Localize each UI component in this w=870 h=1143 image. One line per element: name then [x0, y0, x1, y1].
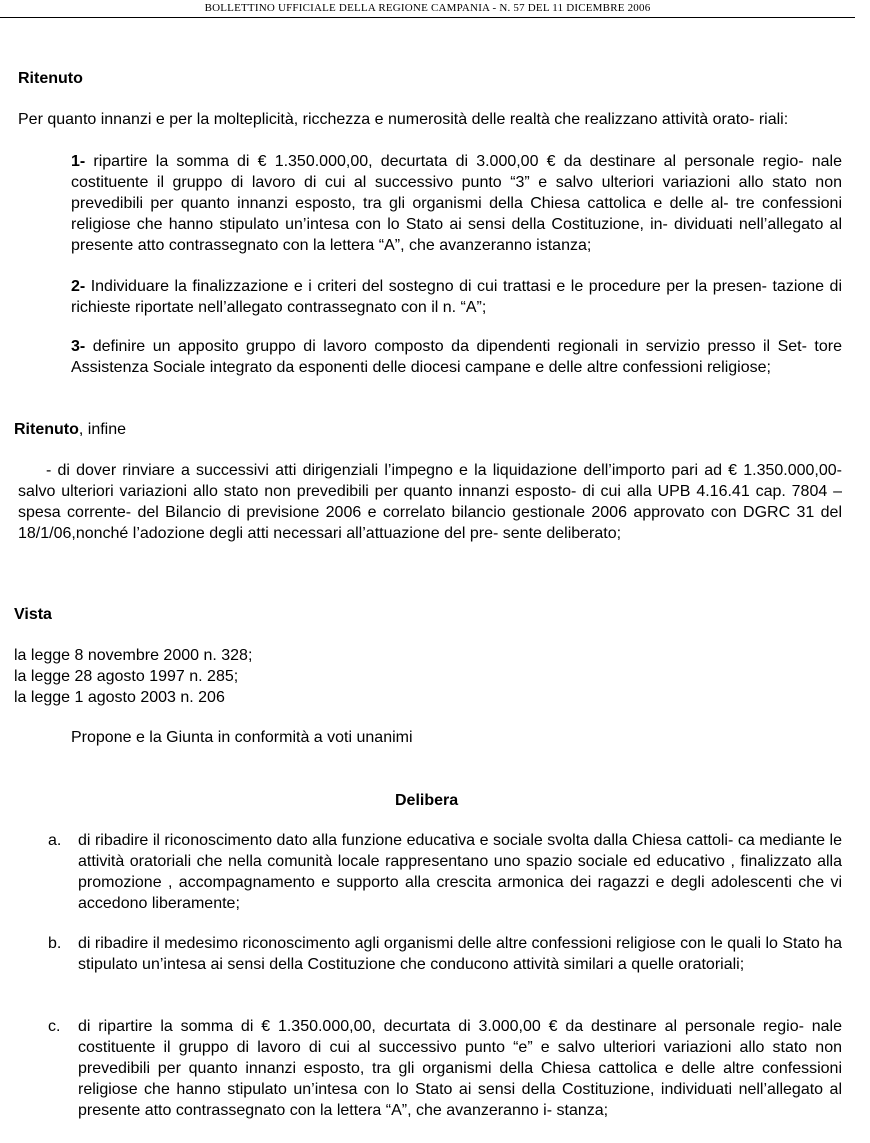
item-marker: c. — [48, 1018, 61, 1035]
item-text: definire un apposito gruppo di lavoro composto da dipendenti regionali in servizio presso il Set- tore Assistenza Sociale integrato da esponenti delle diocesi campane e delle altre confessioni religiose; — [71, 338, 842, 376]
ritenuto-intro: Per quanto innanzi e per la molteplicità, ricchezza e numerosità delle realtà che realizzano attività orato- riali: — [18, 111, 789, 128]
law-item: la legge 28 agosto 1997 n. 285; — [14, 668, 239, 685]
ritenuto-infine-heading — [14, 419, 126, 440]
ritenuto-item-2 — [71, 276, 842, 318]
law-item: la legge 8 novembre 2000 n. 328; — [14, 647, 253, 664]
item-marker: b. — [48, 935, 62, 952]
delibera-item-b — [48, 933, 842, 975]
heading-suffix: , infine — [78, 421, 127, 438]
item-text: ripartire la somma di € 1.350.000,00, decurtata di 3.000,00 € da destinare al personale regio- nale costituente il gruppo di lavoro di cui al successivo punto “3” e salvo ulteriori variazioni allo stato non prevedibili per quanto innanzi esposto, tra gli organismi della Chiesa cattolica e delle al- tre confessioni religiose che hanno stipulato un’intesa con lo Stato ai sensi della Costituzione, in- dividuati nell’allegato al presente atto contrassegnato con la lettera “A”, che avanzeranno istanza; — [71, 153, 842, 254]
delibera-item-c — [48, 1016, 842, 1121]
bulletin-title: BOLLETTINO UFFICIALE DELLA REGIONE CAMPANIA - N. 57 DEL 11 DICEMBRE 2006 — [204, 2, 651, 14]
ritenuto-heading: Ritenuto — [18, 70, 83, 87]
header-rule — [0, 17, 855, 18]
delibera-heading: Delibera — [395, 792, 459, 809]
ritenuto-infine-text: - di dover rinviare a successivi atti dirigenziali l’impegno e la liquidazione dell’importo pari ad € 1.350.000,00- salvo ulteriori variazioni allo stato non prevedibili per quanto innanzi esposto- di cui alla UPB 4.16.41 cap. 7804 –spesa corrente- del Bilancio di previsione 2006 e correlato bilancio gestionale 2006 approvato con DGRC 31 del 18/1/06,nonché l’adozione degli atti necessari all’attuazione del pre- sente deliberato; — [18, 462, 842, 542]
ritenuto-item-1 — [71, 151, 842, 256]
item-number: 1- — [71, 153, 86, 170]
vista-law-list — [14, 645, 252, 708]
item-text: di ribadire il riconoscimento dato alla funzione educativa e sociale svolta dalla Chiesa cattoli- ca mediante le attività oratoriali che nella comunità locale rappresentano uno spazio sociale ed educativo , finalizzato alla promozione , accompagnamento e supporto alla crescita armonica dei ragazzi e degli adolescenti che vi accedono liberamente; — [78, 832, 842, 912]
item-text: Individuare la finalizzazione e i criteri del sostegno di cui trattasi e le procedure per la presen- tazione di richieste riportate nell’allegato contrassegnato con il n. “A”; — [71, 278, 842, 316]
page-header — [0, 0, 855, 18]
item-text: di ripartire la somma di € 1.350.000,00, decurtata di 3.000,00 € da destinare al personale regio- nale costituente il gruppo di lavoro di cui al successivo punto “e” e salvo ulteriori variazioni allo stato non prevedibili per quanto innanzi esposto, tra gli organismi della Chiesa cattolica e delle altre confessioni religiose che hanno stipulato un’intesa con lo Stato ai sensi della Costituzione, individuati nell’allegato al presente atto contrassegnato con la lettera “A”, che avanzeranno i- stanza; — [78, 1018, 842, 1119]
ritenuto-item-3 — [71, 336, 842, 378]
item-text: di ribadire il medesimo riconoscimento agli organismi delle altre confessioni religiose con le quali lo Stato ha stipulato un’intesa ai sensi della Costituzione che conducono attività similari a quelle oratoriali; — [78, 935, 842, 973]
law-item: la legge 1 agosto 2003 n. 206 — [14, 689, 225, 706]
propone-text: Propone e la Giunta in conformità a voti unanimi — [71, 729, 413, 746]
heading-bold: Ritenuto — [14, 421, 79, 438]
vista-heading: Vista — [14, 606, 52, 623]
item-number: 3- — [71, 338, 86, 355]
delibera-item-a — [48, 830, 842, 914]
item-marker: a. — [48, 832, 62, 849]
item-number: 2- — [71, 278, 86, 295]
